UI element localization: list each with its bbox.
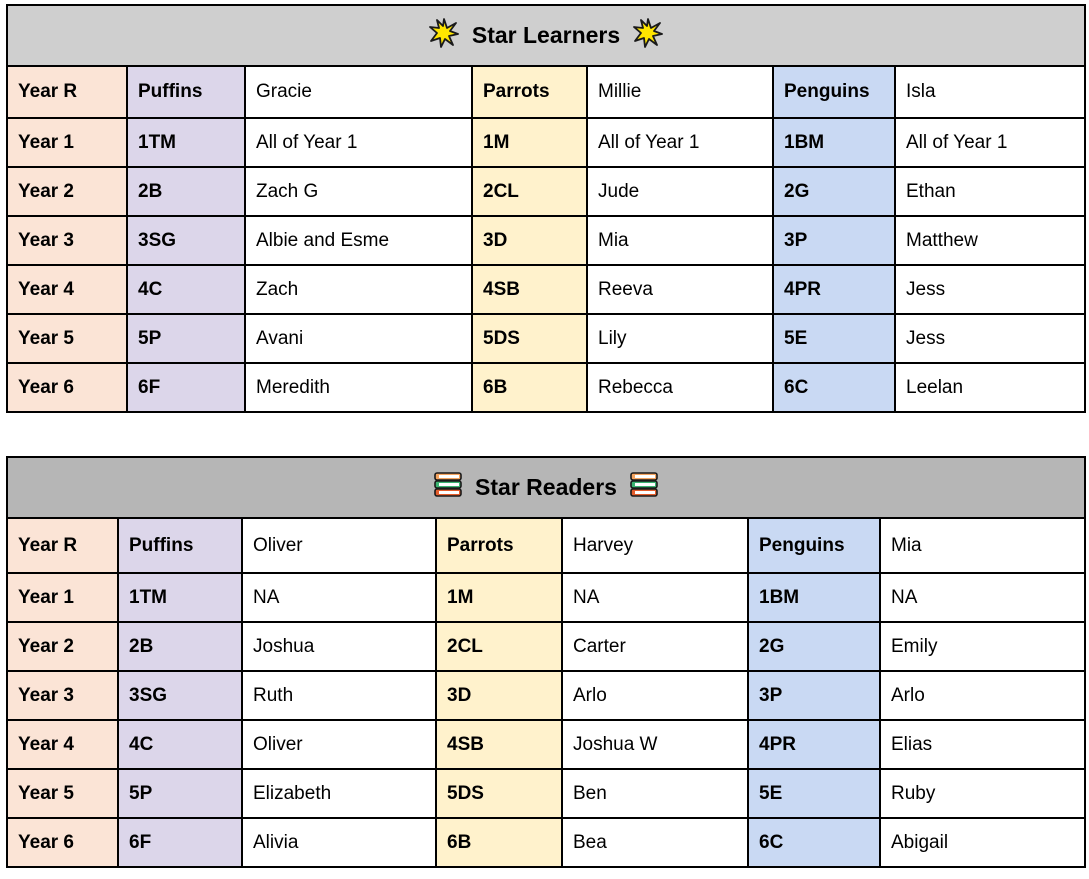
table-row [7, 167, 1085, 216]
penguins-class-cell: 2G [748, 622, 880, 671]
parrots-class-cell: 6B [436, 818, 562, 867]
penguins-winner-cell: Ethan [895, 167, 1085, 216]
table-row [7, 314, 1085, 363]
table-row [7, 216, 1085, 265]
penguins-winner-cell: Matthew [895, 216, 1085, 265]
star-burst-icon [429, 18, 459, 54]
puffins-class-cell: 3SG [118, 671, 242, 720]
puffins-class-cell: 1TM [127, 118, 245, 167]
year-cell: Year 5 [7, 314, 127, 363]
year-cell: Year 3 [7, 671, 118, 720]
puffins-winner-cell: Elizabeth [242, 769, 436, 818]
table-row [7, 573, 1085, 622]
penguins-class-cell: 3P [748, 671, 880, 720]
star-readers-heading: Star Readers [475, 474, 617, 500]
puffins-winner-cell: Albie and Esme [245, 216, 472, 265]
table-row [7, 671, 1085, 720]
penguins-class-cell: 5E [748, 769, 880, 818]
table-row [7, 818, 1085, 867]
parrots-class-cell: 2CL [436, 622, 562, 671]
puffins-class-cell: 5P [127, 314, 245, 363]
penguins-winner-cell: Jess [895, 265, 1085, 314]
parrots-class-cell: 3D [472, 216, 587, 265]
parrots-winner-cell: Jude [587, 167, 773, 216]
penguins-class-cell: Penguins [773, 66, 895, 118]
star-learners-title [7, 5, 1085, 66]
parrots-winner-cell: Harvey [562, 518, 748, 573]
year-cell: Year 5 [7, 769, 118, 818]
penguins-winner-cell: Emily [880, 622, 1085, 671]
puffins-winner-cell: Joshua [242, 622, 436, 671]
parrots-winner-cell: Millie [587, 66, 773, 118]
puffins-class-cell: 2B [127, 167, 245, 216]
parrots-class-cell: 5DS [472, 314, 587, 363]
puffins-winner-cell: NA [242, 573, 436, 622]
puffins-class-cell: 3SG [127, 216, 245, 265]
parrots-winner-cell: Joshua W [562, 720, 748, 769]
books-icon [629, 471, 659, 505]
penguins-winner-cell: Abigail [880, 818, 1085, 867]
puffins-winner-cell: Gracie [245, 66, 472, 118]
year-cell: Year 3 [7, 216, 127, 265]
penguins-class-cell: 6C [773, 363, 895, 412]
penguins-class-cell: 1BM [748, 573, 880, 622]
puffins-class-cell: 6F [118, 818, 242, 867]
star-readers-table [6, 456, 1086, 868]
parrots-class-cell: 1M [436, 573, 562, 622]
parrots-class-cell: Parrots [436, 518, 562, 573]
parrots-class-cell: 4SB [436, 720, 562, 769]
puffins-winner-cell: Oliver [242, 518, 436, 573]
table-row [7, 118, 1085, 167]
parrots-class-cell: Parrots [472, 66, 587, 118]
parrots-winner-cell: Rebecca [587, 363, 773, 412]
puffins-class-cell: 4C [118, 720, 242, 769]
parrots-winner-cell: Arlo [562, 671, 748, 720]
year-cell: Year 6 [7, 363, 127, 412]
parrots-class-cell: 5DS [436, 769, 562, 818]
penguins-class-cell: 2G [773, 167, 895, 216]
parrots-class-cell: 4SB [472, 265, 587, 314]
star-learners-table [6, 4, 1086, 413]
penguins-class-cell: 6C [748, 818, 880, 867]
penguins-class-cell: Penguins [748, 518, 880, 573]
parrots-class-cell: 6B [472, 363, 587, 412]
penguins-winner-cell: Elias [880, 720, 1085, 769]
year-cell: Year 4 [7, 720, 118, 769]
parrots-winner-cell: Ben [562, 769, 748, 818]
parrots-winner-cell: NA [562, 573, 748, 622]
year-cell: Year R [7, 66, 127, 118]
parrots-class-cell: 3D [436, 671, 562, 720]
year-cell: Year 4 [7, 265, 127, 314]
year-cell: Year 1 [7, 118, 127, 167]
table-row [7, 66, 1085, 118]
penguins-class-cell: 3P [773, 216, 895, 265]
puffins-class-cell: 5P [118, 769, 242, 818]
puffins-class-cell: Puffins [118, 518, 242, 573]
penguins-winner-cell: Mia [880, 518, 1085, 573]
year-cell: Year 6 [7, 818, 118, 867]
puffins-winner-cell: Alivia [242, 818, 436, 867]
puffins-class-cell: 1TM [118, 573, 242, 622]
penguins-winner-cell: Jess [895, 314, 1085, 363]
puffins-class-cell: 2B [118, 622, 242, 671]
parrots-winner-cell: Reeva [587, 265, 773, 314]
year-cell: Year R [7, 518, 118, 573]
parrots-winner-cell: Bea [562, 818, 748, 867]
puffins-class-cell: 4C [127, 265, 245, 314]
parrots-class-cell: 1M [472, 118, 587, 167]
parrots-winner-cell: Mia [587, 216, 773, 265]
penguins-winner-cell: NA [880, 573, 1085, 622]
year-cell: Year 2 [7, 167, 127, 216]
star-burst-icon [633, 18, 663, 54]
penguins-class-cell: 4PR [748, 720, 880, 769]
penguins-class-cell: 4PR [773, 265, 895, 314]
puffins-class-cell: Puffins [127, 66, 245, 118]
puffins-winner-cell: Meredith [245, 363, 472, 412]
puffins-winner-cell: Zach [245, 265, 472, 314]
parrots-class-cell: 2CL [472, 167, 587, 216]
penguins-winner-cell: Arlo [880, 671, 1085, 720]
penguins-winner-cell: All of Year 1 [895, 118, 1085, 167]
penguins-class-cell: 5E [773, 314, 895, 363]
puffins-winner-cell: Zach G [245, 167, 472, 216]
parrots-winner-cell: Lily [587, 314, 773, 363]
table-row [7, 769, 1085, 818]
parrots-winner-cell: Carter [562, 622, 748, 671]
puffins-class-cell: 6F [127, 363, 245, 412]
table-row [7, 518, 1085, 573]
penguins-winner-cell: Leelan [895, 363, 1085, 412]
books-icon [433, 471, 463, 505]
penguins-winner-cell: Ruby [880, 769, 1085, 818]
year-cell: Year 2 [7, 622, 118, 671]
penguins-class-cell: 1BM [773, 118, 895, 167]
puffins-winner-cell: Oliver [242, 720, 436, 769]
star-readers-title [7, 457, 1085, 518]
puffins-winner-cell: All of Year 1 [245, 118, 472, 167]
puffins-winner-cell: Avani [245, 314, 472, 363]
puffins-winner-cell: Ruth [242, 671, 436, 720]
table-row [7, 622, 1085, 671]
year-cell: Year 1 [7, 573, 118, 622]
star-learners-heading: Star Learners [471, 22, 621, 48]
table-row [7, 363, 1085, 412]
parrots-winner-cell: All of Year 1 [587, 118, 773, 167]
penguins-winner-cell: Isla [895, 66, 1085, 118]
table-row [7, 265, 1085, 314]
table-row [7, 720, 1085, 769]
